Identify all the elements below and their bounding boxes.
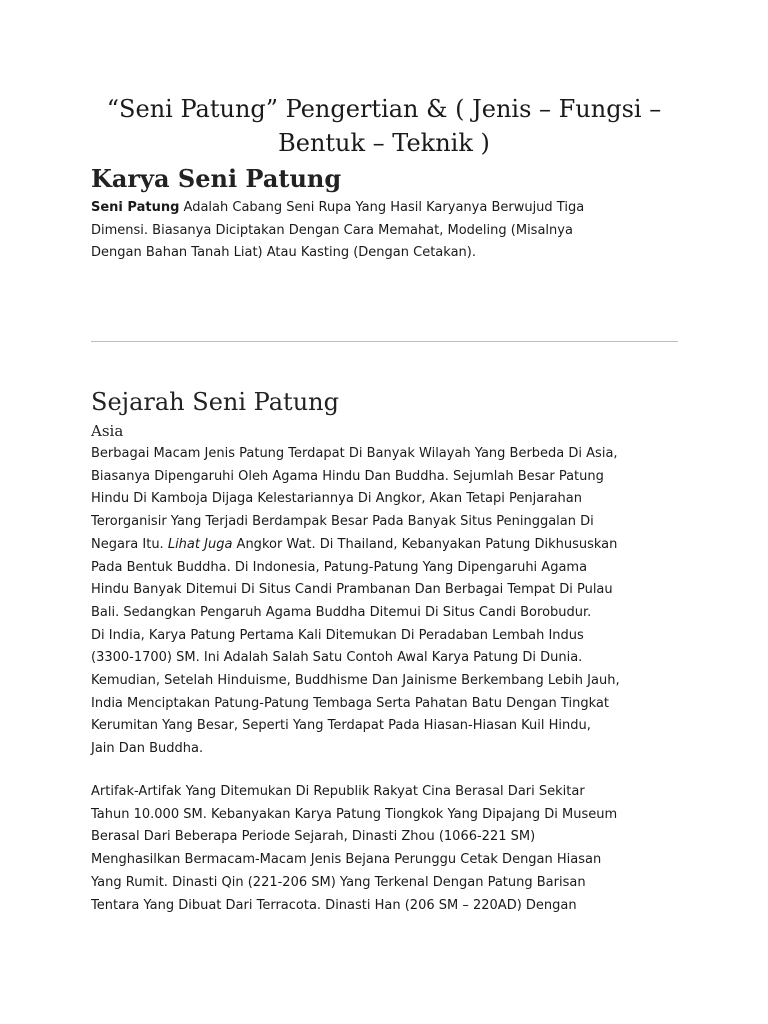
paragraph-line: (3300-1700) SM. Ini Adalah Salah Satu Contoh Awal Karya Patung Di Dunia. [91, 650, 583, 666]
paragraph-line: Menghasilkan Bermacam-Macam Jenis Bejana Perunggu Cetak Dengan Hiasan [91, 852, 602, 868]
line-text: Angkor Wat. Di Thailand, Kebanyakan Patung Dikhususkan [232, 536, 618, 552]
horizontal-divider [91, 341, 678, 342]
paragraph-line: Tentara Yang Dibuat Dari Terracota. Dinasti Han (206 SM – 220AD) Dengan [91, 897, 577, 913]
intro-line: Dimensi. Biasanya Diciptakan Dengan Cara Memahat, Modeling (Misalnya [91, 222, 573, 238]
intro-line: Dengan Bahan Tanah Liat) Atau Kasting (Dengan Cetakan). [91, 245, 476, 260]
paragraph-line: Artifak-Artifak Yang Ditemukan Di Republik Rakyat Cina Berasal Dari Sekitar [91, 784, 585, 799]
paragraph-line: Jain Dan Buddha. [91, 741, 204, 757]
paragraph-line: Bali. Sedangkan Pengaruh Agama Buddha Ditemui Di Situs Candi Borobudur. [91, 604, 592, 620]
china-paragraph [91, 781, 701, 917]
paragraph-line: Kemudian, Setelah Hinduisme, Buddhisme Dan Jainisme Berkembang Lebih Jauh, [91, 673, 620, 689]
paragraph-line: Di India, Karya Patung Pertama Kali Ditemukan Di Peradaban Lembah Indus [91, 627, 584, 643]
intro-paragraph [91, 197, 691, 265]
paragraph-line: Biasanya Dipengaruhi Oleh Agama Hindu Dan Buddha. Sejumlah Besar Patung [91, 468, 604, 484]
paragraph-line: Terorganisir Yang Terjadi Berdampak Besar Pada Banyak Situs Peninggalan Di [91, 514, 594, 530]
intro-line [91, 197, 691, 220]
asia-paragraph [91, 443, 701, 761]
intro-bold-term: Seni Patung [91, 200, 180, 215]
paragraph-line: Berbagai Macam Jenis Patung Terdapat Di Banyak Wilayah Yang Berbeda Di Asia, [91, 446, 618, 461]
heading-sejarah-seni-patung: Sejarah Seni Patung [91, 388, 339, 416]
document-title [80, 92, 688, 160]
paragraph-line: Hindu Banyak Ditemui Di Situs Candi Prambanan Dan Berbagai Tempat Di Pulau [91, 582, 613, 598]
title-line: Bentuk – Teknik ) [278, 129, 490, 157]
paragraph-line: Pada Bentuk Buddha. Di Indonesia, Patung-Patung Yang Dipengaruhi Agama [91, 559, 588, 575]
subheading-asia: Asia [91, 422, 124, 440]
title-line: “Seni Patung” Pengertian & ( Jenis – Fungsi – [106, 95, 662, 123]
line-text: Negara Itu. [91, 536, 168, 552]
heading-karya-seni-patung: Karya Seni Patung [91, 164, 342, 193]
paragraph-line: Yang Rumit. Dinasti Qin (221-206 SM) Yang Terkenal Dengan Patung Barisan [91, 874, 586, 890]
paragraph-line: Tahun 10.000 SM. Kebanyakan Karya Patung Tiongkok Yang Dipajang Di Museum [91, 806, 618, 822]
paragraph-line [91, 534, 701, 557]
intro-line-text: Adalah Cabang Seni Rupa Yang Hasil Karyanya Berwujud Tiga [179, 200, 585, 215]
paragraph-line: Kerumitan Yang Besar, Seperti Yang Terdapat Pada Hiasan-Hiasan Kuil Hindu, [91, 718, 591, 734]
paragraph-line: India Menciptakan Patung-Patung Tembaga Serta Pahatan Batu Dengan Tingkat [91, 695, 609, 711]
paragraph-line: Berasal Dari Beberapa Periode Sejarah, Dinasti Zhou (1066-221 SM) [91, 829, 536, 845]
paragraph-line: Hindu Di Kamboja Dijaga Kelestariannya Di Angkor, Akan Tetapi Penjarahan [91, 491, 582, 507]
italic-reference: Lihat Juga [167, 536, 233, 552]
